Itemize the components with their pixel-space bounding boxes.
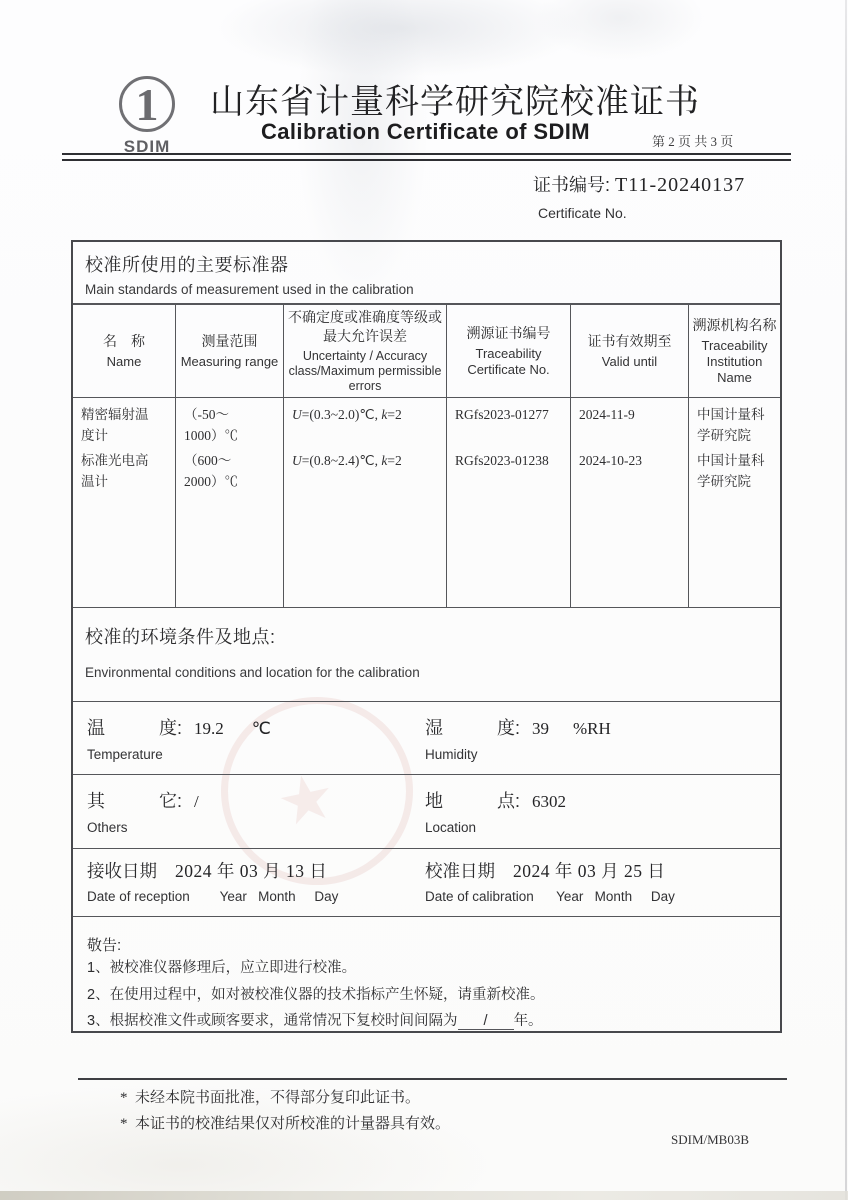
humidity-label-en: Humidity (425, 747, 478, 762)
recalibration-interval-blank: / (458, 1014, 514, 1030)
dates-row (73, 849, 780, 917)
k-symbol: k (381, 407, 388, 422)
column-institution-values (689, 398, 780, 607)
valid-until-date: 2024-11-9 (579, 407, 635, 422)
standards-title-cn: 校准所使用的主要标准器 (85, 255, 289, 275)
column-header-en: Valid until (601, 354, 658, 370)
temperature-humidity-row (73, 702, 780, 775)
standard-name: 标准光电高温计 (81, 453, 149, 489)
header-divider (62, 153, 791, 161)
footnote-validity: * 本证书的校准结果仅对所校准的计量器具有效。 (120, 1116, 451, 1132)
column-range-values (176, 398, 284, 607)
notice-item-3 (87, 1008, 766, 1035)
standards-section-header (73, 242, 780, 304)
column-header-uncertainty (284, 305, 447, 398)
column-header-cn: 测量范围 (201, 333, 258, 350)
paper-right-edge (845, 0, 847, 1200)
column-name-values (73, 398, 176, 607)
location-value: 6302 (532, 792, 567, 811)
location-label-en: Location (425, 820, 477, 835)
calibration-date-label-en: Date of calibration Year Month Day (425, 889, 675, 904)
others-label: 其 它: (87, 791, 183, 811)
reception-date-label-en: Date of reception Year Month Day (87, 889, 339, 904)
calibration-date-label: 校准日期 (425, 861, 495, 881)
k-value: =2 (387, 407, 402, 422)
humidity-value: 39 (532, 719, 550, 738)
paper-bottom-edge (0, 1191, 848, 1200)
humidity-label: 湿 度: (425, 718, 521, 738)
uncertainty-value (292, 451, 440, 497)
environment-section-header (73, 607, 780, 702)
column-header-institution (689, 305, 780, 398)
humidity-unit: %RH (573, 719, 611, 738)
column-header-en: Name (106, 354, 142, 370)
column-header-range (176, 305, 284, 398)
column-header-valid-until (571, 305, 689, 398)
temperature-value: 19.2 (194, 719, 224, 738)
trace-certificate-no: RGfs2023-01238 (455, 453, 549, 468)
location-field (425, 775, 566, 848)
others-value: / (194, 792, 199, 811)
footer-divider (78, 1078, 787, 1080)
reception-date-field (87, 849, 338, 916)
column-header-cn: 证书有效期至 (587, 333, 672, 350)
temperature-label-en: Temperature (87, 747, 163, 762)
temperature-field (87, 702, 271, 774)
standard-name: 精密辐射温度计 (81, 407, 149, 443)
reception-date-value: 2024 年 03 月 13 日 (175, 861, 328, 881)
environment-title-en: Environmental conditions and location for the calibration (85, 665, 420, 680)
column-header-en: Measuring range (180, 354, 279, 370)
notice-item-1: 1、被校准仪器修理后，应立即进行校准。 (87, 960, 357, 976)
svg-text:1: 1 (135, 79, 159, 130)
k-symbol: k (381, 453, 388, 468)
column-header-en: Traceability Institution Name (701, 338, 768, 385)
footnote-copy-restriction: * 未经本院书面批准，不得部分复印此证书。 (120, 1090, 421, 1106)
certificate-number-line (533, 171, 745, 197)
column-header-cn: 溯源机构名称 (692, 317, 777, 334)
certificate-number-label: 证书编号: (533, 175, 616, 195)
calibration-date-value: 2024 年 03 月 25 日 (513, 861, 666, 881)
certificate-title-cn: 山东省计量科学研究院校准证书 (210, 84, 700, 121)
logo-caption: SDIM (123, 137, 171, 156)
institution-name: 中国计量科学研究院 (697, 407, 765, 443)
valid-until-date: 2024-10-23 (579, 453, 642, 468)
column-trace-cert-values (447, 398, 571, 607)
column-header-cn: 溯源证书编号 (466, 325, 551, 342)
measuring-range: （-50～1000）℃ (184, 407, 238, 443)
notice-item-3-text: 3、根据校准文件或顾客要求，通常情况下复校时间间隔为 (87, 1013, 458, 1029)
main-content-box (71, 240, 782, 1033)
notice-item-2: 2、在使用过程中，如对被校准仪器的技术指标产生怀疑，请重新校准。 (87, 986, 545, 1003)
humidity-field (425, 702, 611, 774)
sdim-logo-icon (116, 74, 178, 136)
calibration-date-field (425, 849, 675, 916)
others-location-row (73, 775, 780, 849)
notice-section (73, 917, 780, 1031)
u-range: =(0.8~2.4)℃, (301, 453, 378, 468)
form-number: SDIM/MB03B (671, 1132, 750, 1147)
star-icon: ★ (270, 757, 342, 841)
column-header-cn: 名 称 (103, 333, 145, 350)
uncertainty-value (292, 405, 440, 451)
certificate-title-en: Calibration Certificate of SDIM (261, 119, 590, 144)
location-label: 地 点: (425, 791, 521, 811)
environment-title-cn: 校准的环境条件及地点: (85, 627, 276, 647)
page-number: 第 2 页 共 3 页 (652, 134, 734, 149)
temperature-label: 温 度: (87, 718, 183, 738)
institution-name: 中国计量科学研究院 (697, 453, 765, 489)
column-header-en: Traceability Certificate No. (467, 346, 550, 377)
column-header-cn: 不确定度或准确度等级或最大允许误差 (288, 308, 442, 344)
column-header-name (73, 305, 176, 398)
column-header-en: Uncertainty / Accuracy class/Maximum permissible errors (288, 348, 442, 394)
sdim-logo (112, 74, 182, 157)
notice-title: 敬告: (87, 937, 122, 954)
column-valid-until-values (571, 398, 689, 607)
notice-item-3-suffix: 年。 (513, 1013, 543, 1029)
k-value: =2 (387, 453, 402, 468)
temperature-unit: ℃ (251, 719, 271, 738)
standards-table (73, 304, 780, 607)
standards-title-en: Main standards of measurement used in the calibration (85, 282, 414, 297)
column-header-trace-cert (447, 305, 571, 398)
u-symbol: U (292, 407, 302, 422)
u-range: =(0.3~2.0)℃, (301, 407, 378, 422)
u-symbol: U (292, 453, 302, 468)
column-uncertainty-values (284, 398, 447, 607)
measuring-range: （600～2000）℃ (184, 453, 238, 489)
others-field (87, 775, 199, 848)
trace-certificate-no: RGfs2023-01277 (455, 407, 549, 422)
others-label-en: Others (87, 820, 128, 835)
reception-date-label: 接收日期 (87, 861, 157, 881)
certificate-number-label-en: Certificate No. (538, 205, 627, 221)
certificate-number-value: T11-20240137 (615, 174, 746, 196)
